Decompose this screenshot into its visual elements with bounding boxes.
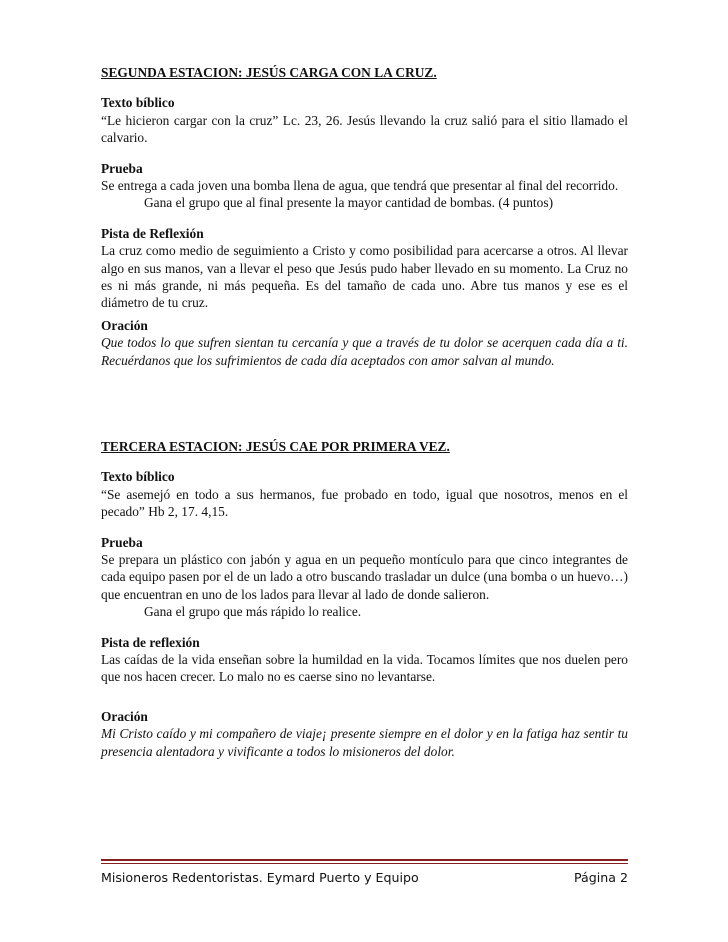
footer-rule-thin bbox=[101, 863, 628, 864]
station-2-oracion-section bbox=[101, 317, 628, 369]
station-2-title: SEGUNDA ESTACION: JESÚS CARGA CON LA CRUZ. bbox=[101, 65, 437, 80]
page-number: Página 2 bbox=[574, 870, 628, 885]
station-3-texto-body: “Se asemejó en todo a sus hermanos, fue probado en todo, igual que nosotros, menos en el pecado” Hb 2, 17. 4,15. bbox=[101, 486, 628, 520]
page-footer bbox=[101, 870, 628, 885]
station-2-oracion-heading: Oración bbox=[101, 317, 148, 333]
station-3-texto-heading: Texto bíblico bbox=[101, 469, 175, 485]
station-2-prueba-body: Se entrega a cada joven una bomba llena de agua, que tendrá que presentar al final del recorrido. bbox=[101, 178, 619, 194]
station-2 bbox=[101, 64, 628, 369]
station-3-prueba-body: Se prepara un plástico con jabón y agua en un pequeño montículo para que cinco integrantes de cada equipo pasen por el de un lado a otro buscando trasladar un dulce (una bomba o un huevo…) que encuentran en uno de los lados para llevar al lado de donde salieron. bbox=[101, 552, 628, 602]
station-2-pista-body: La cruz como medio de seguimiento a Cristo y como posibilidad para acercarse a otros. Al llevar algo en sus manos, van a llevar el peso que Jesús pudo haber llevado en su momento. La Cruz no es ni más grande, ni más pequeña. Es del tamaño de cada uno. Abre tus manos y ese es el diámetro de tu cruz. bbox=[101, 243, 628, 311]
station-3-oracion-body: Mi Cristo caído y mi compañero de viaje¡ presente siempre en el dolor y en la fatiga haz sentir tu presencia alentadora y vivificante a todos lo misioneros del dolor. bbox=[101, 726, 628, 759]
station-3-pista-body: Las caídas de la vida enseñan sobre la humildad en la vida. Tocamos límites que nos duelen pero que nos hacen crecer. Lo malo no es caerse sino no levantarse. bbox=[101, 652, 628, 685]
station-3-oracion-section bbox=[101, 708, 628, 760]
footer-credit: Misioneros Redentoristas. Eymard Puerto y Equipo bbox=[101, 870, 419, 885]
station-2-texto-section bbox=[101, 94, 628, 146]
station-3-texto-section bbox=[101, 468, 628, 520]
station-2-pista-heading: Pista de Reflexión bbox=[101, 225, 204, 241]
station-2-prueba-rule: Gana el grupo que al final presente la mayor cantidad de bombas. (4 puntos) bbox=[144, 195, 554, 211]
station-2-prueba-section bbox=[101, 160, 628, 212]
station-3-pista-heading: Pista de reflexión bbox=[101, 634, 200, 650]
footer-rule-thick bbox=[101, 859, 628, 861]
station-3-oracion-heading: Oración bbox=[101, 708, 148, 724]
station-3-prueba-section bbox=[101, 534, 628, 621]
station-2-pista-section bbox=[101, 225, 628, 312]
station-3 bbox=[101, 438, 628, 760]
station-3-prueba-heading: Prueba bbox=[101, 534, 143, 550]
station-2-texto-heading: Texto bíblico bbox=[101, 95, 175, 111]
station-2-oracion-body: Que todos lo que sufren sientan tu cercanía y que a través de tu dolor se acerquen cada día a ti. Recuérdanos que los sufrimientos de cada día aceptados con amor salvan al mundo. bbox=[101, 335, 628, 368]
station-3-pista-section bbox=[101, 634, 628, 686]
station-2-prueba-heading: Prueba bbox=[101, 160, 143, 176]
station-3-prueba-rule: Gana el grupo que más rápido lo realice. bbox=[144, 604, 362, 620]
station-2-texto-body: “Le hicieron cargar con la cruz” Lc. 23, 26. Jesús llevando la cruz salió para el sitio llamado el calvario. bbox=[101, 112, 628, 146]
station-3-title: TERCERA ESTACION: JESÚS CAE POR PRIMERA VEZ. bbox=[101, 439, 450, 454]
